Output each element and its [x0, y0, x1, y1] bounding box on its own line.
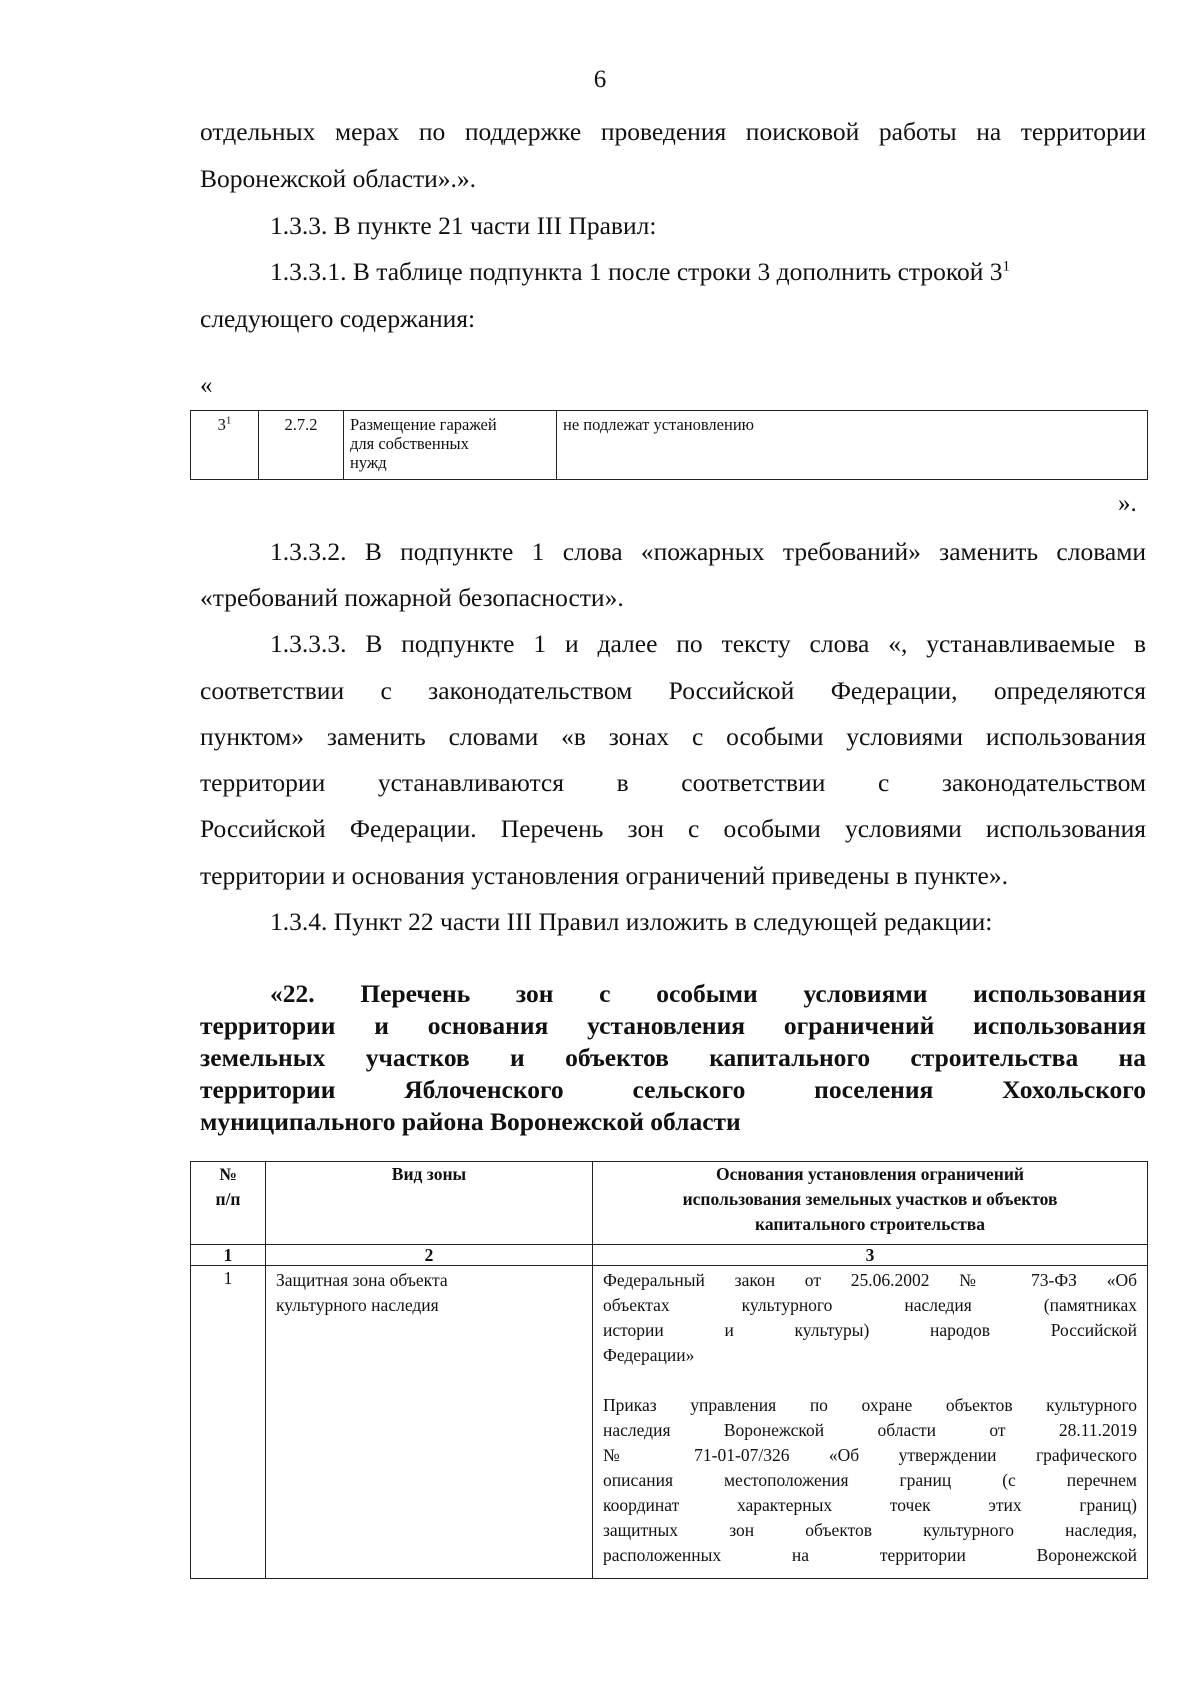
paragraph-line: территории устанавливаются в соответствии с законодательством: [200, 768, 1146, 797]
header-line: п/п: [215, 1189, 241, 1209]
zones-table: [190, 1161, 1148, 1579]
header-cell: [593, 1162, 1148, 1245]
paragraph-line: 1.3.3.2. В подпункте 1 слова «пожарных требований» заменить словами: [270, 537, 1146, 566]
page-number: 6: [593, 66, 607, 93]
cell-line: описания местоположения границ (с перечнем: [603, 1470, 1137, 1490]
paragraph-line: соответствии с законодательством Российской Федерации, определяются: [200, 676, 1146, 705]
cell-line: Защитная зона объекта: [276, 1270, 448, 1290]
cell-spacer: [603, 1368, 1137, 1393]
paragraph-line: Российской Федерации. Перечень зон с особыми условиями использования: [200, 814, 1146, 843]
cell-line: для собственных: [350, 434, 469, 453]
table-header-row: [191, 1162, 1148, 1245]
cell-line: истории и культуры) народов Российской: [603, 1320, 1137, 1340]
header-line: №: [219, 1164, 237, 1184]
cell-line: Приказ управления по охране объектов культурного: [603, 1395, 1137, 1415]
paragraph-line: отдельных мерах по поддержке проведения поисковой работы на территории: [200, 117, 1146, 146]
section-heading-line: «22. Перечень зон с особыми условиями использования: [270, 979, 1146, 1008]
column-number: 1: [191, 1245, 266, 1266]
insert-row-table: [190, 410, 1148, 480]
column-number: 2: [266, 1245, 593, 1266]
table-cell: [344, 411, 557, 480]
table-row: [191, 1266, 1148, 1579]
cell-line: нужд: [350, 453, 387, 472]
paragraph-line: следующего содержания:: [200, 304, 476, 333]
header-line: использования земельных участков и объектов: [682, 1189, 1058, 1209]
table-row: [191, 411, 1148, 480]
column-numbers-row: [191, 1245, 1148, 1266]
cell-line: объектах культурного наследия (памятниках: [603, 1295, 1137, 1315]
quote-close: ».: [1118, 490, 1137, 517]
section-heading-line: земельных участков и объектов капитального строительства на: [200, 1043, 1146, 1072]
header-cell: Вид зоны: [266, 1162, 593, 1245]
cell-line: защитных зон объектов культурного наследия,: [603, 1520, 1137, 1540]
paragraph-line: Воронежской области».».: [200, 164, 477, 193]
paragraph-line: [270, 257, 1146, 287]
table-cell: 2.7.2: [259, 411, 344, 480]
paragraph-line: «требований пожарной безопасности».: [200, 583, 624, 612]
paragraph-line: 1.3.3.3. В подпункте 1 и далее по тексту слова «, устанавливаемые в: [270, 629, 1146, 658]
section-heading-line: муниципального района Воронежской области: [200, 1107, 741, 1136]
cell-line: координат характерных точек этих границ): [603, 1495, 1137, 1515]
superscript: 1: [1002, 258, 1011, 275]
header-line: Основания установления ограничений: [716, 1164, 1024, 1184]
cell-text: 3: [217, 415, 226, 434]
header-line: капитального строительства: [755, 1214, 985, 1234]
section-heading-line: территории Яблоченского сельского поселения Хохольского: [200, 1075, 1146, 1104]
table-cell: [191, 411, 259, 480]
cell-line: № 71-01-07/326 «Об утверждении графического: [603, 1445, 1137, 1465]
cell-line: расположенных на территории Воронежской: [603, 1545, 1137, 1565]
paragraph-line: 1.3.3. В пункте 21 части III Правил:: [270, 211, 657, 240]
superscript: 1: [225, 414, 232, 427]
paragraph-text: 1.3.3.1. В таблице подпункта 1 после строки 3 дополнить строкой 3: [270, 257, 1003, 286]
table-cell: 1: [191, 1266, 266, 1579]
cell-line: наследия Воронежской области от 28.11.2019: [603, 1420, 1137, 1440]
column-number: 3: [593, 1245, 1148, 1266]
quote-open: «: [200, 372, 213, 399]
table-cell: [593, 1266, 1148, 1579]
section-heading-line: территории и основания установления ограничений использования: [200, 1011, 1146, 1040]
paragraph-line: пунктом» заменить словами «в зонах с особыми условиями использования: [200, 722, 1146, 751]
table-cell: не подлежат установлению: [557, 411, 1148, 480]
paragraph-line: территории и основания установления ограничений приведены в пункте».: [200, 861, 1008, 890]
cell-line: культурного наследия: [276, 1295, 439, 1315]
cell-line: Федерации»: [603, 1345, 695, 1365]
cell-line: Размещение гаражей: [350, 415, 497, 434]
cell-line: Федеральный закон от 25.06.2002 № 73-ФЗ «Об: [603, 1270, 1137, 1290]
paragraph-line: 1.3.4. Пункт 22 части III Правил изложить в следующей редакции:: [270, 907, 993, 936]
table-cell: [266, 1266, 593, 1579]
header-cell: [191, 1162, 266, 1245]
